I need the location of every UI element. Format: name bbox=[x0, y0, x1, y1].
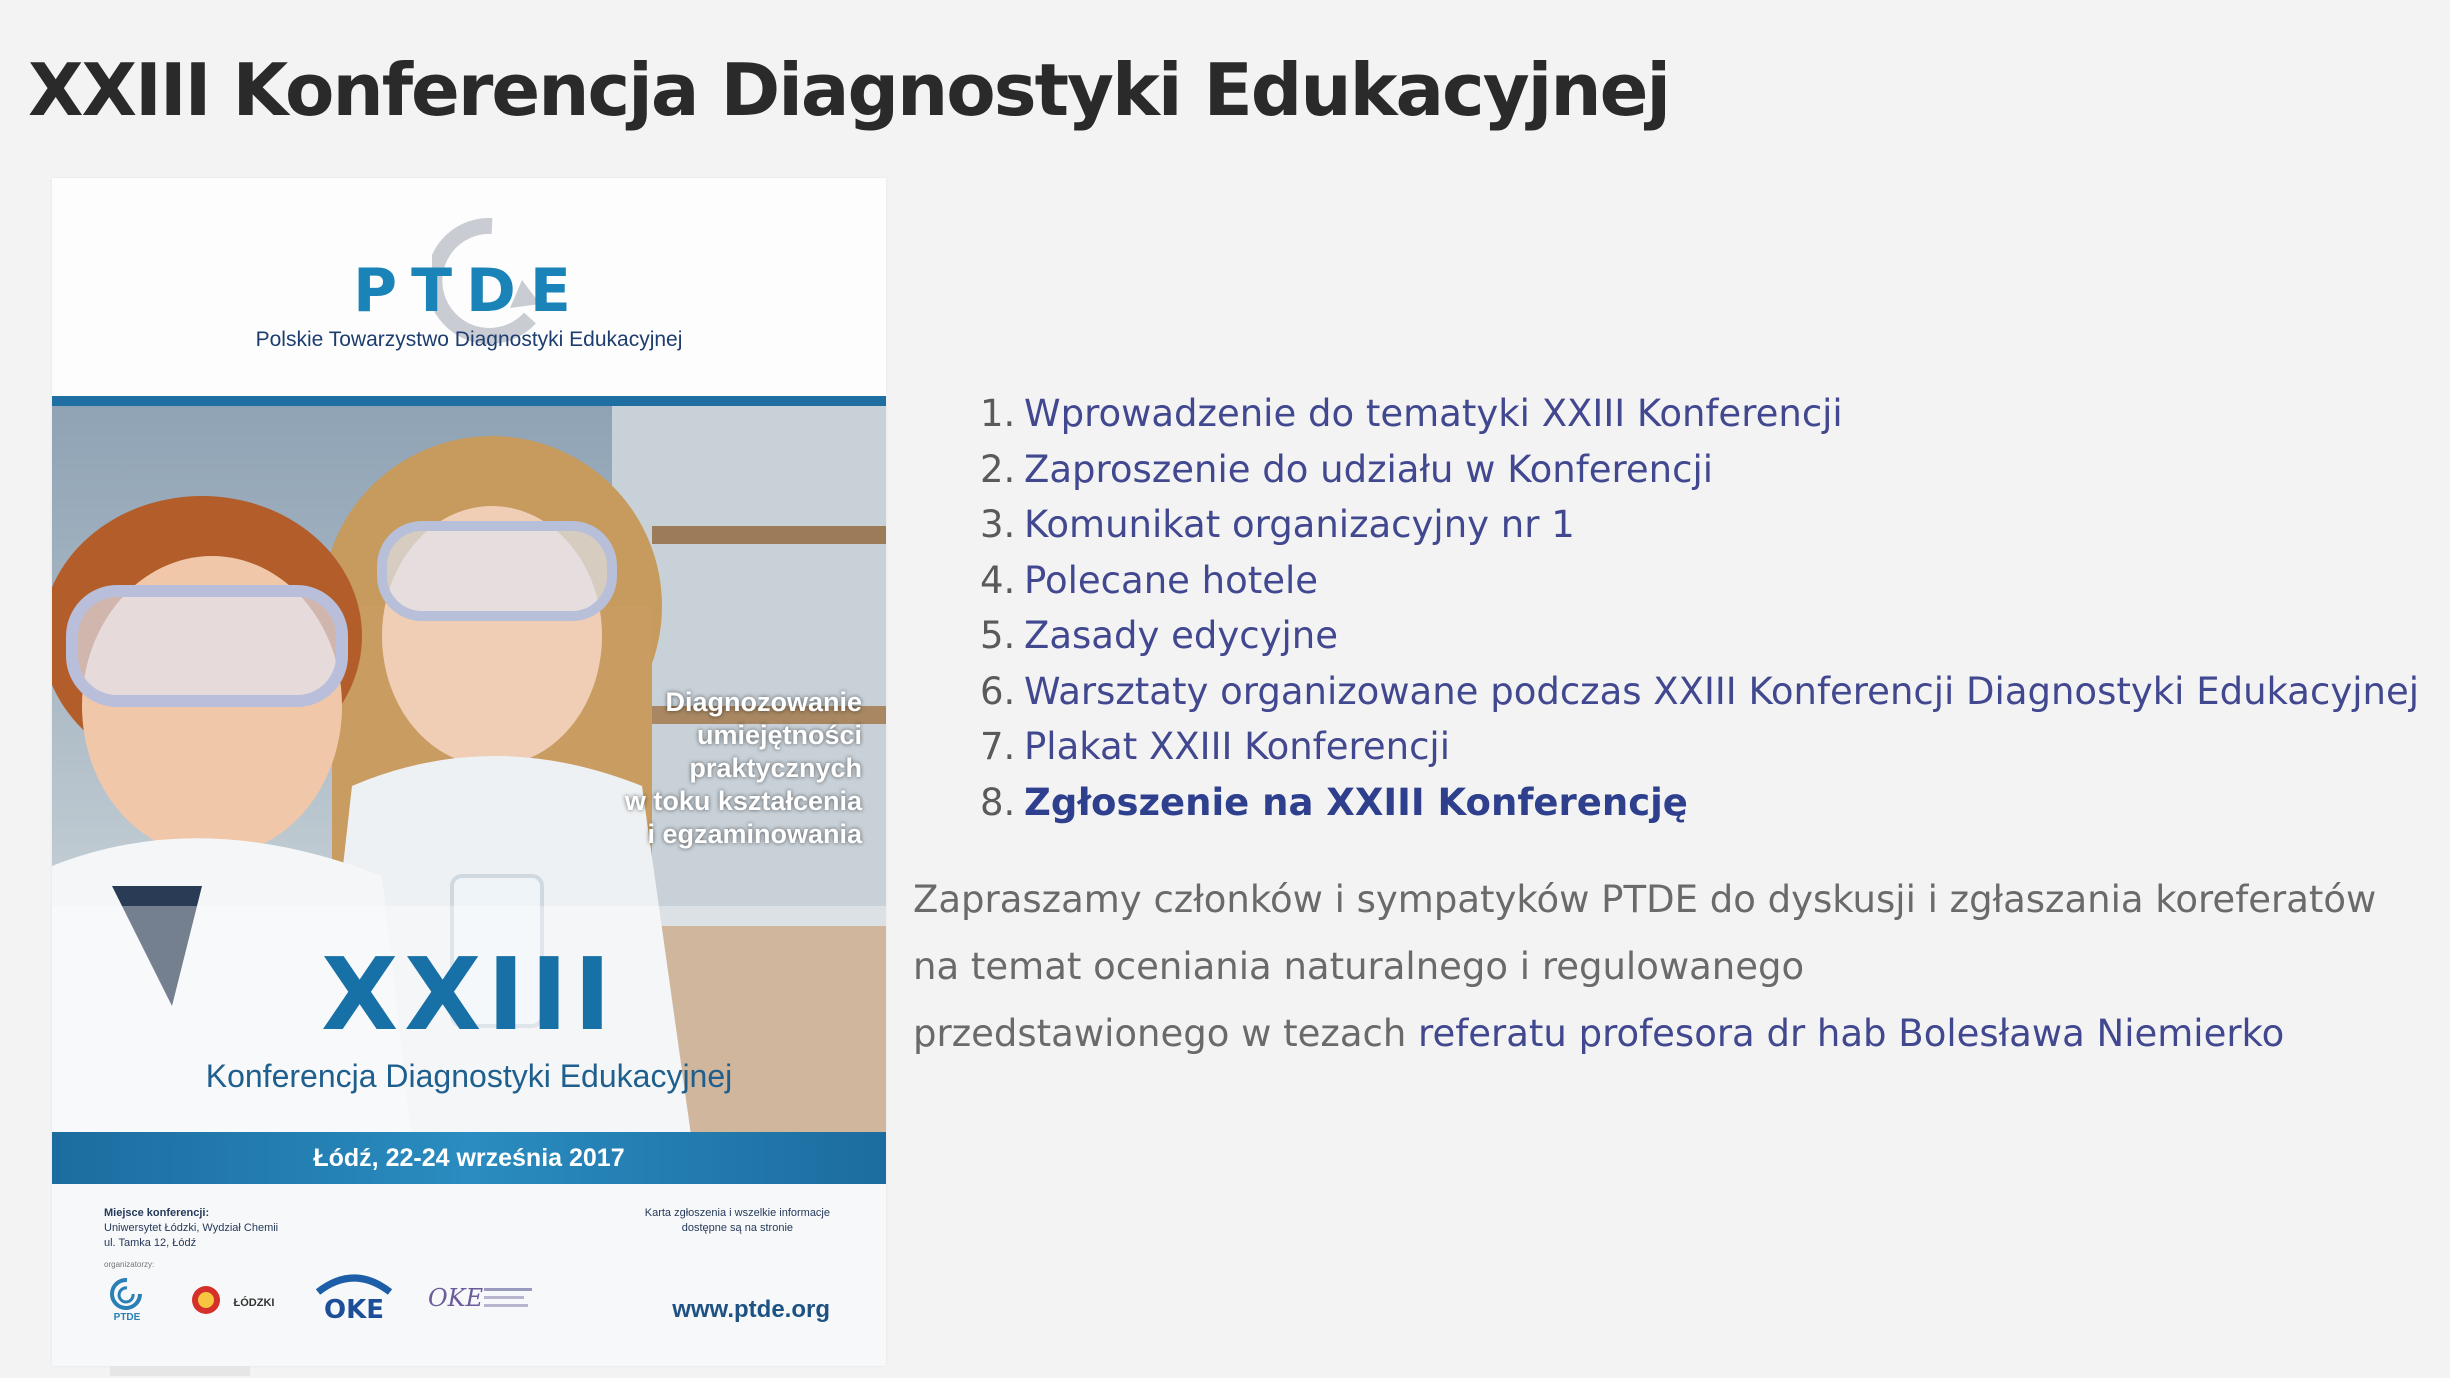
org-logo-oke-label: OKE bbox=[323, 1295, 385, 1325]
ptde-logo: PTDE bbox=[353, 256, 585, 326]
list-number: 1. bbox=[980, 392, 1016, 435]
list-item bbox=[980, 497, 2419, 553]
list-item bbox=[980, 719, 2419, 775]
org-logo-okelodz-label: OKE bbox=[428, 1284, 484, 1312]
poster-footer bbox=[52, 1184, 886, 1366]
link-editorial-rules[interactable]: Zasady edycyjne bbox=[1024, 614, 1338, 657]
list-number: 5. bbox=[980, 614, 1016, 657]
list-number: 2. bbox=[980, 447, 1016, 491]
venue-heading: Miejsce konferencji: bbox=[104, 1207, 210, 1219]
intro-paragraph bbox=[913, 866, 2413, 1067]
link-introduction[interactable]: Wprowadzenie do tematyki XXIII Konferencji bbox=[1024, 392, 1843, 435]
conference-poster[interactable] bbox=[52, 178, 886, 1366]
poster-tagline: Diagnozowanie umiejętności praktycznych w toku kształcenia i egzaminowania bbox=[624, 687, 862, 849]
list-number: 8. bbox=[980, 780, 1016, 824]
intro-line-1: Zapraszamy członków i sympatyków PTDE do dyskusji i zgłaszania koreferatów bbox=[913, 878, 2377, 921]
list-number: 7. bbox=[980, 725, 1016, 768]
poster-date-bar: Łódź, 22-24 września 2017 bbox=[52, 1132, 886, 1184]
venue-text: Uniwersytet Łódzki, Wydział Chemii ul. Tamka 12, Łódź bbox=[104, 1222, 279, 1249]
list-number: 3. bbox=[980, 503, 1016, 546]
link-hotels[interactable]: Polecane hotele bbox=[1024, 558, 1319, 602]
intro-line-2: na temat oceniania naturalnego i regulowanego bbox=[913, 945, 1805, 988]
conference-links-list bbox=[980, 386, 2419, 830]
poster-shadow bbox=[110, 1366, 250, 1376]
poster-numeral: XXIII bbox=[321, 936, 617, 1053]
oke-logo-icon bbox=[314, 1264, 394, 1326]
link-niemierko-paper[interactable]: referatu profesora dr hab Bolesława Niemierko bbox=[1418, 1012, 2285, 1055]
poster-url: www.ptde.org bbox=[672, 1296, 830, 1323]
poster-venue bbox=[104, 1206, 278, 1251]
society-name: Polskie Towarzystwo Diagnostyki Edukacyjnej bbox=[255, 328, 683, 351]
link-workshops[interactable]: Warsztaty organizowane podczas XXIII Konferencji Diagnostyki Edukacyjnej bbox=[1024, 669, 2419, 713]
list-number: 6. bbox=[980, 669, 1016, 713]
intro-line-3-prefix: przedstawionego w tezach bbox=[913, 1012, 1419, 1055]
org-logo-ptde-label: PTDE bbox=[113, 1312, 141, 1322]
link-poster[interactable]: Plakat XXIII Konferencji bbox=[1024, 725, 1450, 768]
poster-header bbox=[52, 178, 886, 396]
university-lodz-logo-icon bbox=[190, 1280, 290, 1320]
list-item bbox=[980, 775, 2419, 831]
list-item bbox=[980, 553, 2419, 609]
link-organizational-notice[interactable]: Komunikat organizacyjny nr 1 bbox=[1024, 503, 1575, 546]
list-item bbox=[980, 442, 2419, 498]
oke-lodz-logo-icon bbox=[424, 1276, 544, 1320]
poster-registration-note: Karta zgłoszenia i wszelkie informacje dostępne są na stronie bbox=[644, 1207, 830, 1234]
ptde-organizer-logo-icon bbox=[102, 1272, 152, 1322]
poster-conference-name: Konferencja Diagnostyki Edukacyjnej bbox=[205, 1058, 733, 1094]
intro-line-3 bbox=[913, 1000, 2413, 1067]
list-item bbox=[980, 386, 2419, 442]
list-number: 4. bbox=[980, 558, 1016, 602]
link-invitation[interactable]: Zaproszenie do udziału w Konferencji bbox=[1024, 447, 1714, 491]
poster-photo bbox=[52, 396, 886, 1142]
link-registration[interactable]: Zgłoszenie na XXIII Konferencję bbox=[1024, 780, 1688, 824]
list-item bbox=[980, 664, 2419, 720]
list-item bbox=[980, 608, 2419, 664]
page-title: XXIII Konferencja Diagnostyki Edukacyjnej bbox=[28, 48, 1670, 132]
organizers-label: organizatorzy: bbox=[104, 1260, 155, 1269]
org-logo-lodz-label: ŁÓDZKI bbox=[233, 1297, 275, 1309]
